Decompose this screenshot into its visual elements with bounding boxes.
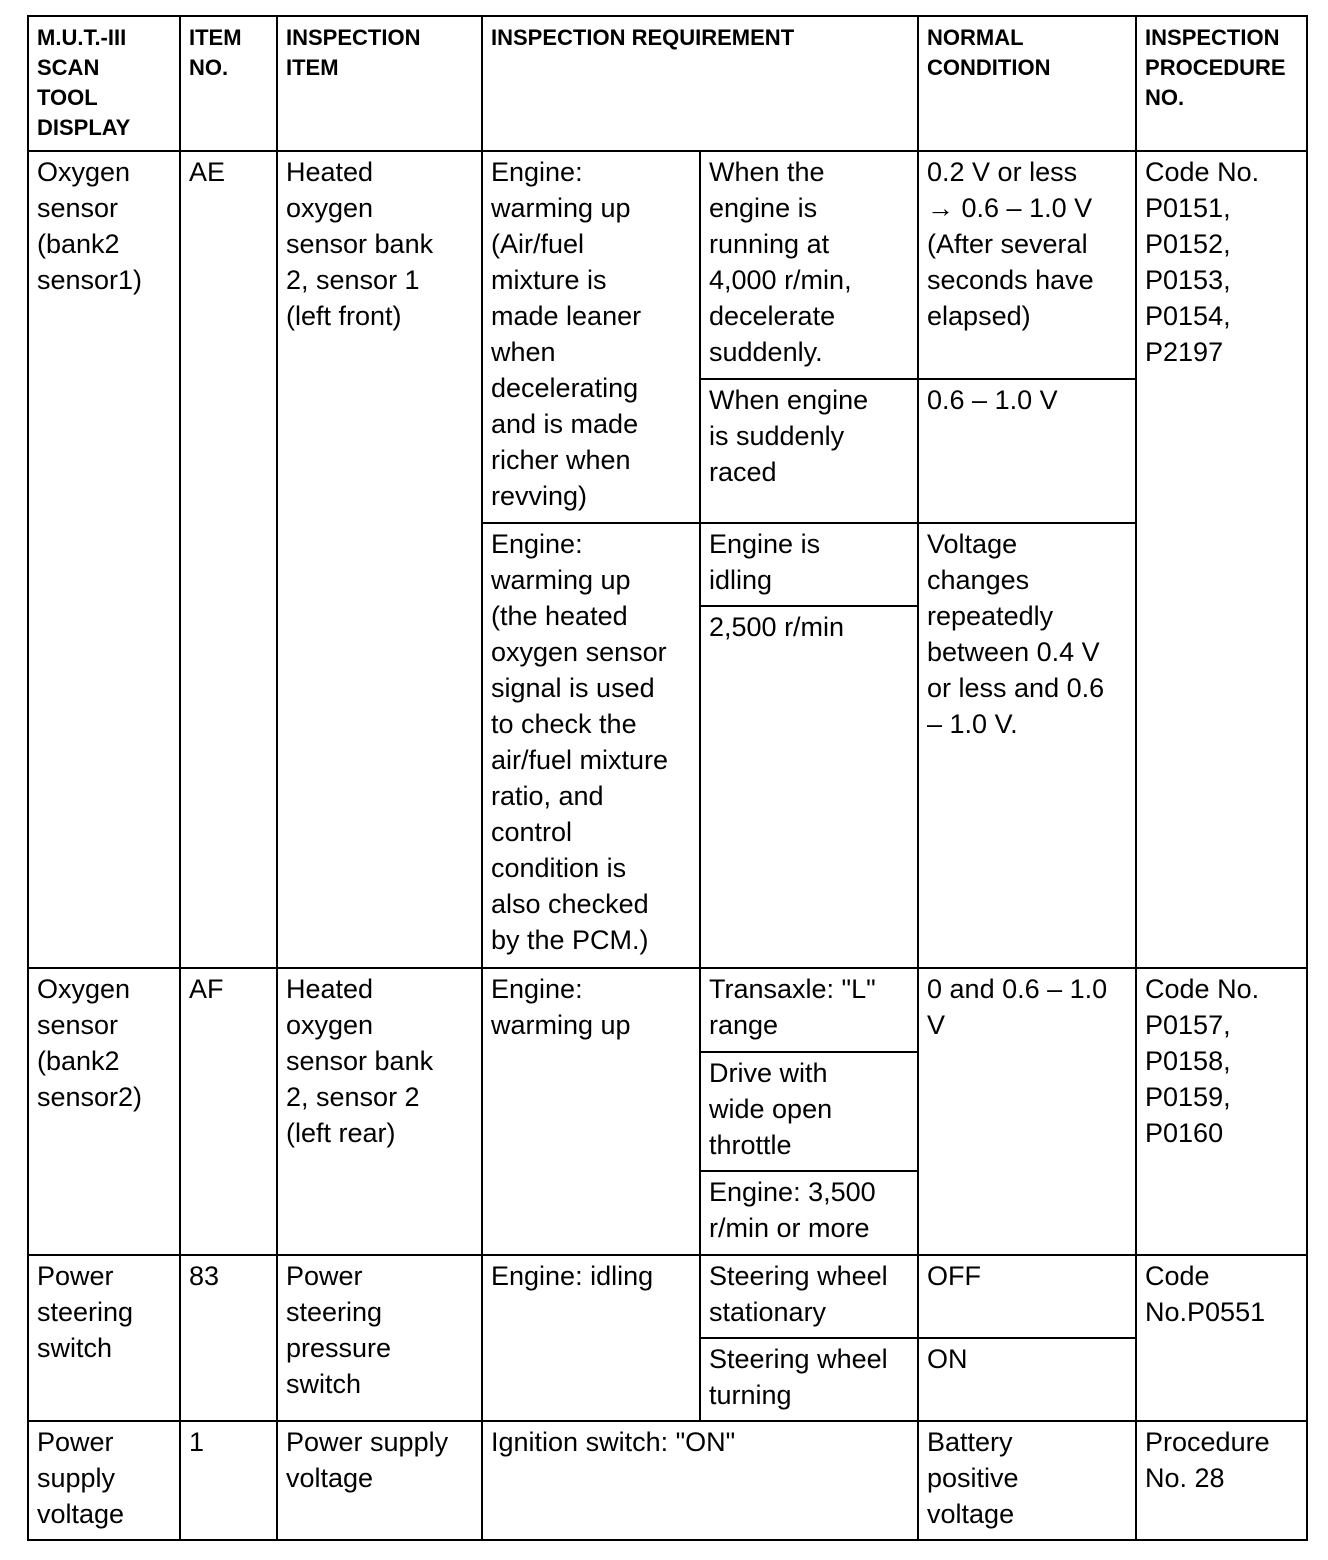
normal-condition-cell: Battery positive voltage xyxy=(918,1421,1136,1540)
header-inspection-item: INSPECTION ITEM xyxy=(277,16,482,151)
procedure-cell: Code No. P0151, P0152, P0153, P0154, P2197 xyxy=(1136,151,1307,968)
requirement-cell: Ignition switch: "ON" xyxy=(482,1421,918,1540)
normal-condition-cell: Voltage changes repeatedly between 0.4 V or less and 0.6 – 1.0 V. xyxy=(918,523,1136,968)
normal-condition-cell: 0.2 V or less → 0.6 – 1.0 V (After several seconds have elapsed) xyxy=(918,151,1136,379)
condition-cell: When the engine is running at 4,000 r/min, decelerate suddenly. xyxy=(700,151,918,379)
header-display: M.U.T.-III SCAN TOOL DISPLAY xyxy=(28,16,180,151)
normal-condition-cell: 0 and 0.6 – 1.0 V xyxy=(918,968,1136,1255)
inspection-item-cell: Heated oxygen sensor bank 2, sensor 1 (left front) xyxy=(277,151,482,968)
condition-cell: Transaxle: "L" range xyxy=(700,968,918,1052)
table-row xyxy=(28,1421,1307,1540)
display-cell: Power steering switch xyxy=(28,1255,180,1421)
inspection-item-cell: Heated oxygen sensor bank 2, sensor 2 (left rear) xyxy=(277,968,482,1255)
condition-cell: Engine is idling xyxy=(700,523,918,606)
condition-cell: 2,500 r/min xyxy=(700,606,918,968)
table-row xyxy=(28,151,1307,379)
inspection-item-cell: Power steering pressure switch xyxy=(277,1255,482,1421)
display-cell: Power supply voltage xyxy=(28,1421,180,1540)
requirement-cell: Engine: idling xyxy=(482,1255,700,1421)
inspection-table xyxy=(27,15,1308,1541)
normal-condition-cell: OFF xyxy=(918,1255,1136,1338)
header-normal-condition: NORMAL CONDITION xyxy=(918,16,1136,151)
header-row xyxy=(28,16,1307,151)
condition-cell: When engine is suddenly raced xyxy=(700,379,918,523)
procedure-cell: Procedure No. 28 xyxy=(1136,1421,1307,1540)
procedure-cell: Code No. P0157, P0158, P0159, P0160 xyxy=(1136,968,1307,1255)
requirement-cell: Engine: warming up (Air/fuel mixture is made leaner when decelerating and is made richer when revving) xyxy=(482,151,700,523)
display-cell: Oxygen sensor (bank2 sensor1) xyxy=(28,151,180,968)
table-row xyxy=(28,1255,1307,1338)
requirement-cell: Engine: warming up xyxy=(482,968,700,1255)
header-procedure-no: INSPECTION PROCEDURE NO. xyxy=(1136,16,1307,151)
procedure-cell: Code No.P0551 xyxy=(1136,1255,1307,1421)
item-no-cell: 1 xyxy=(180,1421,277,1540)
condition-cell: Steering wheel turning xyxy=(700,1338,918,1421)
condition-cell: Steering wheel stationary xyxy=(700,1255,918,1338)
header-requirement: INSPECTION REQUIREMENT xyxy=(482,16,918,151)
normal-condition-cell: 0.6 – 1.0 V xyxy=(918,379,1136,523)
item-no-cell: AE xyxy=(180,151,277,968)
header-item-no: ITEM NO. xyxy=(180,16,277,151)
condition-cell: Drive with wide open throttle xyxy=(700,1052,918,1171)
display-cell: Oxygen sensor (bank2 sensor2) xyxy=(28,968,180,1255)
item-no-cell: AF xyxy=(180,968,277,1255)
requirement-cell: Engine: warming up (the heated oxygen sensor signal is used to check the air/fuel mixture ratio, and control condition is also checked by the PCM.) xyxy=(482,523,700,968)
item-no-cell: 83 xyxy=(180,1255,277,1421)
inspection-item-cell: Power supply voltage xyxy=(277,1421,482,1540)
normal-condition-cell: ON xyxy=(918,1338,1136,1421)
condition-cell: Engine: 3,500 r/min or more xyxy=(700,1171,918,1255)
table-row xyxy=(28,968,1307,1052)
